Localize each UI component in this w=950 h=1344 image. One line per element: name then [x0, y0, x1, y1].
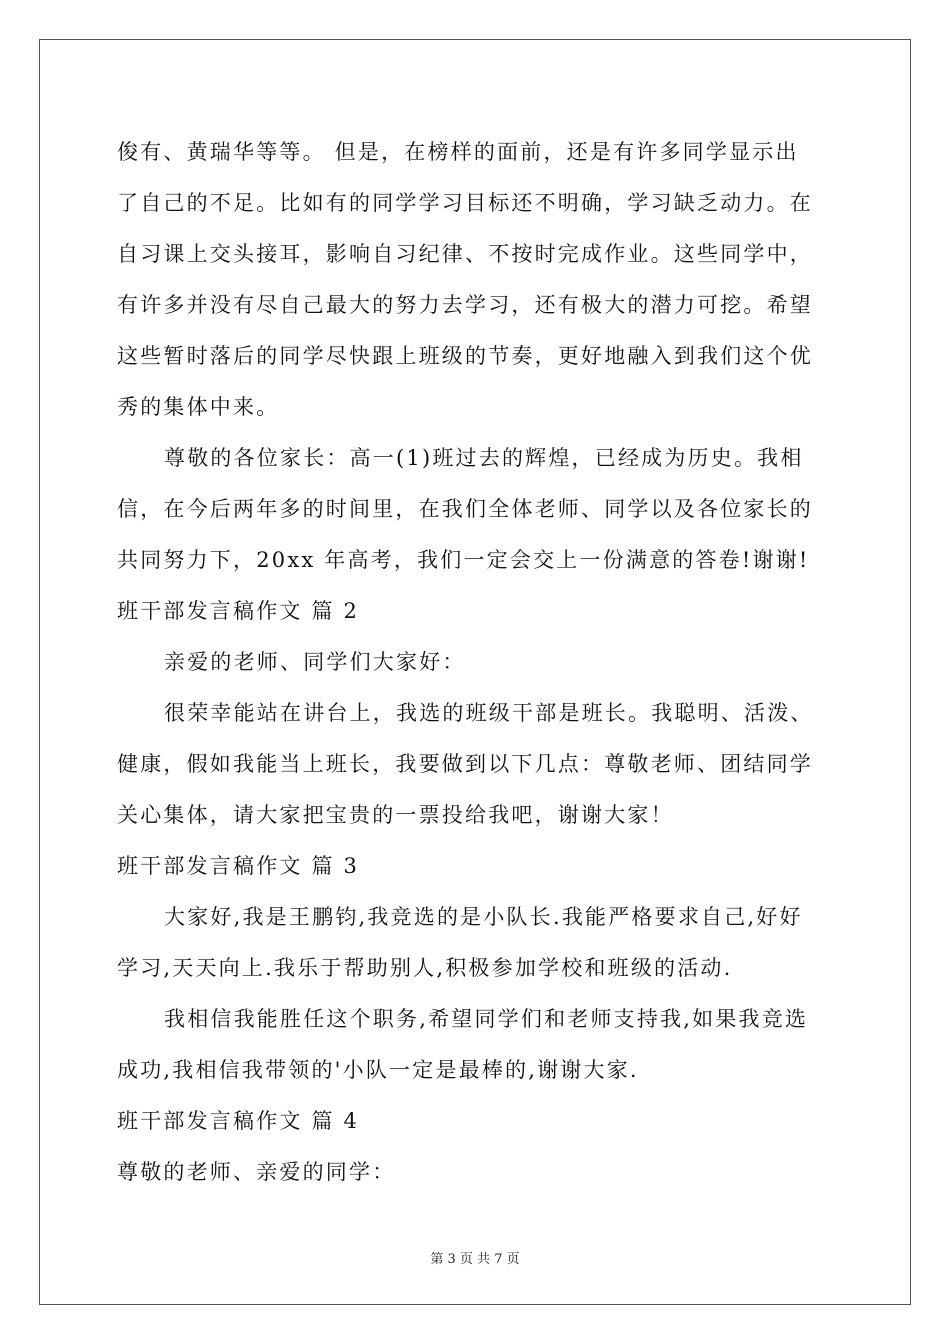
- text-line: 信，在今后两年多的时间里，在我们全体老师、同学以及各位家长的: [117, 497, 813, 521]
- section-heading-3: 班干部发言稿作文 篇 3: [117, 854, 360, 878]
- paragraph-first-line: 我相信我能胜任这个职务,希望同学们和老师支持我,如果我竞选: [164, 1007, 809, 1031]
- text-line: 关心集体，请大家把宝贵的一票投给我吧，谢谢大家！: [117, 803, 674, 827]
- document-body: [117, 127, 837, 1198]
- text-line: 学习,天天向上.我乐于帮助别人,积极参加学校和班级的活动.: [117, 956, 733, 980]
- text-line: 这些暂时落后的同学尽快跟上班级的节奏，更好地融入到我们这个优: [117, 344, 813, 368]
- text-line: 共同努力下，20xx 年高考，我们一定会交上一份满意的答卷!谢谢!: [117, 548, 810, 572]
- paragraph-first-line: 很荣幸能站在讲台上，我选的班级干部是班长。我聪明、活泼、: [164, 701, 814, 725]
- text-line: 健康，假如我能当上班长，我要做到以下几点：尊敬老师、团结同学: [117, 752, 813, 776]
- paragraph-first-line: 大家好,我是王鹏钧,我竞选的是小队长.我能严格要求自己,好好: [164, 905, 803, 929]
- text-line: 俊有、黄瑞华等等。 但是，在榜样的面前，还是有许多同学显示出: [117, 140, 799, 164]
- section-heading-4: 班干部发言稿作文 篇 4: [117, 1109, 360, 1133]
- text-line: 成功,我相信我带领的'小队一定是最棒的,谢谢大家.: [117, 1058, 639, 1082]
- text-line: 有许多并没有尽自己最大的努力去学习，还有极大的潜力可挖。希望: [117, 293, 813, 317]
- section-heading-2: 班干部发言稿作文 篇 2: [117, 599, 360, 623]
- page-number-footer: 第 3 页 共 7 页: [430, 1252, 520, 1267]
- text-line: 秀的集体中来。: [117, 395, 280, 419]
- text-line: 了自己的不足。比如有的同学学习目标还不明确，学习缺乏动力。在: [117, 191, 813, 215]
- text-line: 自习课上交头接耳，影响自习纪律、不按时完成作业。这些同学中，: [117, 242, 813, 266]
- paragraph-first-line: 尊敬的各位家长：高一(1)班过去的辉煌，已经成为历史。我相: [164, 446, 804, 470]
- paragraph-first-line: 亲爱的老师、同学们大家好：: [164, 650, 466, 674]
- text-line: 尊敬的老师、亲爱的同学：: [117, 1160, 396, 1184]
